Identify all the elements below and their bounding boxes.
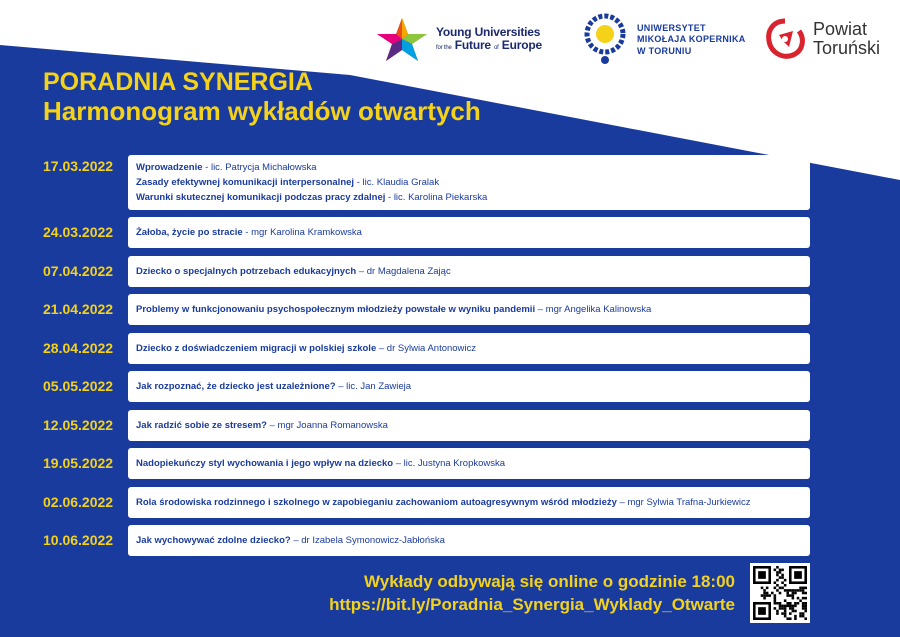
qr-code[interactable]: [750, 563, 810, 623]
lecture-speaker: – lic. Justyna Kropkowska: [393, 458, 506, 469]
lecture-box: [128, 155, 810, 210]
lecture-entry: [136, 190, 802, 205]
lecture-speaker: - mgr Karolina Kramkowska: [242, 227, 362, 238]
umk-logo: [583, 10, 753, 70]
footer-time: Wykłady odbywają się online o godzinie 18:00: [364, 572, 735, 591]
lecture-entry: [136, 495, 802, 510]
lecture-topic: Warunki skutecznej komunikacji podczas pracy zdalnej: [136, 192, 386, 203]
lecture-box: [128, 448, 810, 479]
lecture-box: [128, 333, 810, 364]
lecture-entry: [136, 533, 802, 548]
schedule-date: 21.04.2022: [43, 301, 114, 317]
yufe-small: for the: [436, 45, 452, 51]
lecture-topic: Jak wychowywać zdolne dziecko?: [136, 535, 291, 546]
schedule-date: 05.05.2022: [43, 378, 114, 394]
lecture-box: [128, 256, 810, 287]
lecture-entry: [136, 379, 802, 394]
schedule-date: 07.04.2022: [43, 263, 114, 279]
lecture-topic: Żałoba, życie po stracie: [136, 227, 243, 238]
yufe-europe: Europe: [501, 38, 542, 52]
umk-line2: MIKOŁAJA KOPERNIKA: [637, 34, 746, 45]
lecture-entry: [136, 456, 802, 471]
lecture-topic: Zasady efektywnej komunikacji interpersonalnej: [136, 177, 355, 188]
yufe-future: Future: [454, 38, 491, 52]
lecture-box: [128, 294, 810, 325]
lecture-entry: [136, 264, 802, 279]
lecture-topic: Jak radzić sobie ze stresem?: [136, 420, 267, 431]
schedule-date: 10.06.2022: [43, 532, 114, 548]
powiat-line2: Toruński: [813, 38, 881, 58]
yufe-logo: [375, 14, 565, 64]
lecture-speaker: - lic. Karolina Piekarska: [385, 192, 488, 203]
yufe-star-icon: [375, 16, 430, 62]
title-line1: PORADNIA SYNERGIA: [43, 68, 313, 96]
lecture-topic: Jak rozpoznać, że dziecko jest uzależnione?: [136, 381, 336, 392]
lecture-box: [128, 217, 810, 248]
lecture-box: [128, 371, 810, 402]
lecture-entry: [136, 225, 802, 240]
lecture-topic: Rola środowiska rodzinnego i szkolnego w zapobieganiu zachowaniom autoagresywnym wśród młodzieży: [136, 497, 617, 508]
lecture-box: [128, 410, 810, 441]
powiat-line1: Powiat: [813, 19, 868, 40]
qr-code-icon: [753, 566, 807, 620]
lecture-topic: Dziecko o specjalnych potrzebach edukacyjnych: [136, 266, 357, 277]
footer-info: [329, 571, 735, 617]
schedule-date: 19.05.2022: [43, 455, 114, 471]
powiat-logo: [763, 14, 898, 64]
yufe-of: of: [494, 45, 499, 51]
lecture-speaker: – mgr Angelika Kalinowska: [535, 304, 652, 315]
umk-line1: UNIWERSYTET: [637, 23, 706, 34]
lecture-topic: Wprowadzenie: [136, 162, 203, 173]
lecture-entry: [136, 341, 802, 356]
yufe-line1: Young Universities: [436, 25, 541, 40]
schedule-date: 28.04.2022: [43, 340, 114, 356]
lecture-speaker: – dr Sylwia Antonowicz: [376, 343, 477, 354]
lecture-entry: [136, 175, 802, 190]
page-title: [43, 68, 481, 127]
lecture-speaker: - lic. Klaudia Gralak: [354, 177, 440, 188]
footer-link[interactable]: https://bit.ly/Poradnia_Synergia_Wyklady_Otwarte: [329, 594, 735, 614]
lecture-speaker: – mgr Joanna Romanowska: [266, 420, 388, 431]
lecture-box: [128, 487, 810, 518]
lecture-entry: [136, 160, 802, 175]
umk-line3: W TORUNIU: [637, 45, 692, 56]
lecture-speaker: - lic. Patrycja Michałowska: [202, 162, 317, 173]
lecture-topic: Problemy w funkcjonowaniu psychospołecznym młodzieży powstałe w wyniku pandemii: [136, 304, 536, 315]
schedule-date: 24.03.2022: [43, 224, 114, 240]
lecture-topic: Dziecko z doświadczeniem migracji w polskiej szkole: [136, 343, 377, 354]
lecture-speaker: – mgr Sylwia Trafna-Jurkiewicz: [616, 497, 751, 508]
lecture-entry: [136, 302, 802, 317]
schedule-date: 02.06.2022: [43, 494, 114, 510]
lecture-speaker: – lic. Jan Zawieja: [335, 381, 412, 392]
lecture-entry: [136, 418, 802, 433]
lecture-speaker: – dr Izabela Symonowicz-Jabłońska: [290, 535, 445, 546]
lecture-topic: Nadopiekuńczy styl wychowania i jego wpływ na dziecko: [136, 458, 394, 469]
umk-emblem-icon: [583, 12, 627, 68]
lecture-speaker: – dr Magdalena Zając: [356, 266, 451, 277]
schedule-date: 12.05.2022: [43, 417, 114, 433]
title-line2: Harmonogram wykładów otwartych: [43, 95, 481, 126]
schedule-date: 17.03.2022: [43, 158, 114, 174]
lecture-box: [128, 525, 810, 556]
powiat-emblem-icon: [763, 17, 807, 61]
